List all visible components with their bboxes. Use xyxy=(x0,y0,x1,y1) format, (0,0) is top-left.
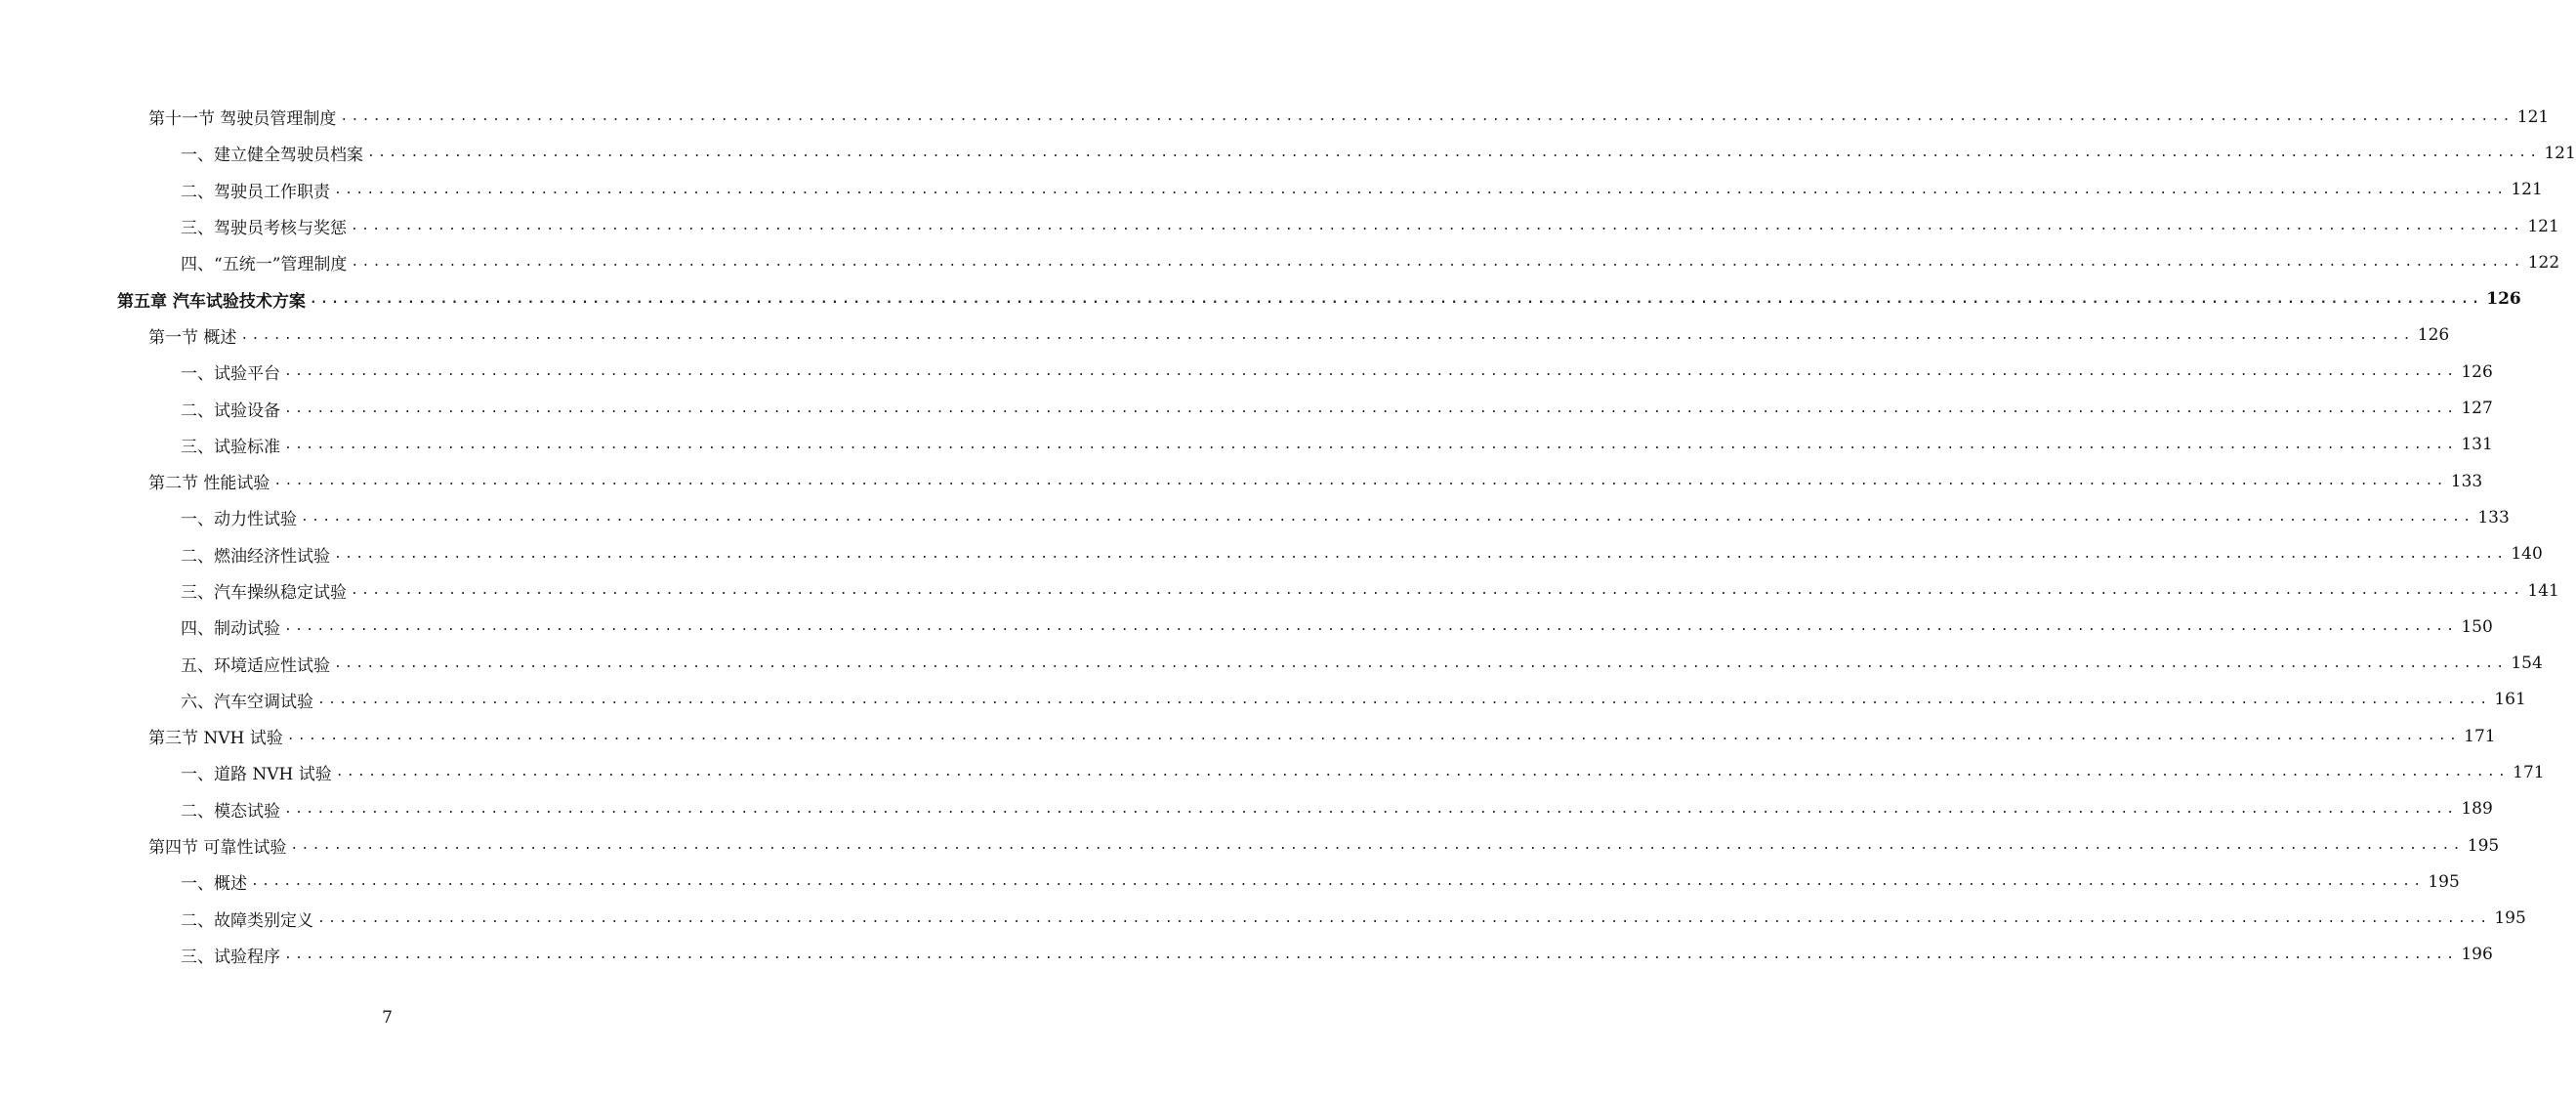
dot-leader: ........................................................................................................................................................................................................ xyxy=(284,619,2458,635)
toc-entry-page: 126 xyxy=(2461,361,2493,382)
dot-leader: ........................................................................................................................................................................................................ xyxy=(286,729,2461,744)
dot-leader: ........................................................................................................................................................................................................ xyxy=(284,801,2458,817)
toc-entry-page: 195 xyxy=(2494,908,2526,929)
toc-entry-title: 二、试验设备 xyxy=(181,400,280,421)
toc-entry-title: 三、汽车操纵稳定试验 xyxy=(181,583,347,603)
toc-entry-content xyxy=(181,578,2559,603)
toc-entry-page: 122 xyxy=(2527,252,2560,273)
toc-entry-content xyxy=(181,652,2543,676)
dot-leader: ........................................................................................................................................................................................................ xyxy=(335,765,2510,780)
toc-entry-content xyxy=(181,760,2545,785)
toc-entry-page: 141 xyxy=(2527,580,2559,601)
dot-leader: ........................................................................................................................................................................................................ xyxy=(334,182,2508,197)
toc-entry-content xyxy=(181,433,2493,457)
toc-entry[interactable] xyxy=(0,864,2460,900)
dot-leader: ........................................................................................................................................................................................................ xyxy=(351,255,2524,271)
toc-entry-title: 一、建立健全驾驶员档案 xyxy=(181,146,363,166)
dot-leader: ........................................................................................................................................................................................................ xyxy=(309,291,2483,307)
toc-entry[interactable] xyxy=(0,536,2543,572)
toc-entry[interactable] xyxy=(0,172,2543,208)
toc-entry-content xyxy=(181,614,2493,640)
dot-leader: ........................................................................................................................................................................................................ xyxy=(240,327,2414,343)
dot-leader: ........................................................................................................................................................................................................ xyxy=(301,510,2474,526)
page-number: 7 xyxy=(382,1008,393,1028)
toc-entry-content xyxy=(181,141,2576,166)
toc-entry[interactable] xyxy=(0,208,2559,244)
dot-leader: ........................................................................................................................................................................................................ xyxy=(284,947,2458,962)
toc-entry[interactable] xyxy=(0,427,2493,463)
toc-entry-content xyxy=(181,688,2526,712)
toc-entry-content xyxy=(148,469,2483,494)
toc-entry-page: 126 xyxy=(2417,325,2450,346)
toc-entry-page: 171 xyxy=(2513,762,2545,782)
toc-entry-content xyxy=(148,323,2450,348)
toc-entry-page: 150 xyxy=(2461,616,2493,637)
toc-entry-content xyxy=(181,505,2510,530)
dot-leader: ........................................................................................................................................................................................................ xyxy=(273,474,2447,489)
toc-entry[interactable] xyxy=(0,280,2521,316)
dot-leader: ........................................................................................................................................................................................................ xyxy=(351,583,2524,598)
toc-entry[interactable] xyxy=(0,937,2493,973)
toc-entry-page: 140 xyxy=(2511,544,2543,565)
toc-entry-content xyxy=(181,797,2493,822)
toc-entry-content xyxy=(181,869,2460,895)
toc-entry-page: 126 xyxy=(2486,289,2521,310)
toc-entry-page: 171 xyxy=(2464,726,2496,746)
dot-leader: ........................................................................................................................................................................................................ xyxy=(251,874,2425,890)
toc-entry-title: 第二节 性能试验 xyxy=(148,474,270,494)
dot-leader: ........................................................................................................................................................................................................ xyxy=(317,910,2491,926)
toc-entry-title: 二、故障类别定义 xyxy=(181,910,313,931)
dot-leader: ........................................................................................................................................................................................................ xyxy=(317,692,2491,707)
toc-entry-page: 131 xyxy=(2461,435,2493,455)
toc-entry-title: 三、驾驶员考核与奖惩 xyxy=(181,219,347,239)
toc-entry-title: 一、动力性试验 xyxy=(181,510,297,530)
toc-entry-title: 三、试验标准 xyxy=(181,437,280,457)
toc-entry[interactable] xyxy=(0,135,2576,171)
toc-entry-page: 133 xyxy=(2450,471,2483,491)
toc-entry-page: 195 xyxy=(2467,835,2500,856)
dot-leader: ........................................................................................................................................................................................................ xyxy=(334,546,2508,562)
toc-entry[interactable] xyxy=(0,463,2483,499)
dot-leader: ........................................................................................................................................................................................................ xyxy=(284,437,2458,452)
toc-entry-title: 一、试验平台 xyxy=(181,364,280,385)
toc-entry-page: 121 xyxy=(2527,216,2559,236)
toc-entry[interactable] xyxy=(0,572,2559,609)
toc-entry-title: 第一节 概述 xyxy=(148,327,237,348)
toc-entry-title: 四、“五统一”管理制度 xyxy=(181,255,348,275)
toc-entry-content xyxy=(148,105,2550,130)
toc-entry-title: 二、模态试验 xyxy=(181,801,280,822)
toc-entry-title: 四、制动试验 xyxy=(181,619,280,640)
toc-entry[interactable] xyxy=(0,609,2493,645)
dot-leader: ........................................................................................................................................................................................................ xyxy=(284,364,2458,380)
toc-entry[interactable] xyxy=(0,791,2493,827)
toc-entry-title: 第五章 汽车试验技术方案 xyxy=(117,291,306,312)
toc-entry-title: 五、环境适应性试验 xyxy=(181,655,330,676)
toc-entry-page: 154 xyxy=(2511,653,2543,674)
dot-leader: ........................................................................................................................................................................................................ xyxy=(367,146,2541,161)
dot-leader: ........................................................................................................................................................................................................ xyxy=(351,219,2524,234)
toc-entry[interactable] xyxy=(0,390,2493,426)
toc-entry[interactable] xyxy=(0,645,2543,681)
toc-entry-content xyxy=(181,359,2493,385)
toc-entry-content xyxy=(181,943,2493,967)
toc-entry[interactable] xyxy=(0,901,2526,937)
dot-leader: ........................................................................................................................................................................................................ xyxy=(340,109,2514,125)
toc-entry-title: 第四节 可靠性试验 xyxy=(148,838,287,859)
toc-entry-title: 二、驾驶员工作职责 xyxy=(181,182,330,202)
dot-leader: ........................................................................................................................................................................................................ xyxy=(290,838,2464,854)
toc-entry-title: 三、试验程序 xyxy=(181,947,280,967)
toc-entry-page: 196 xyxy=(2461,945,2493,965)
toc-entry[interactable] xyxy=(0,682,2526,718)
toc-entry-content xyxy=(148,833,2500,859)
toc-entry[interactable] xyxy=(0,317,2450,354)
table-of-contents xyxy=(0,99,2576,973)
toc-entry[interactable] xyxy=(0,99,2550,135)
dot-leader: ........................................................................................................................................................................................................ xyxy=(284,400,2458,416)
toc-entry-page: 121 xyxy=(2544,143,2576,163)
toc-entry-title: 一、道路 NVH 试验 xyxy=(181,765,332,785)
toc-entry[interactable] xyxy=(0,244,2560,280)
toc-entry-content xyxy=(181,397,2493,421)
toc-entry-title: 一、概述 xyxy=(181,874,247,895)
toc-entry-content xyxy=(181,250,2560,275)
toc-entry-content xyxy=(181,542,2543,567)
toc-entry-title: 第十一节 驾驶员管理制度 xyxy=(148,109,337,130)
toc-entry-content xyxy=(117,287,2521,312)
toc-entry-content xyxy=(181,906,2526,931)
toc-entry[interactable] xyxy=(0,499,2510,535)
toc-entry-title: 六、汽车空调试验 xyxy=(181,692,313,712)
toc-entry-page: 121 xyxy=(2511,180,2543,200)
toc-entry-page: 133 xyxy=(2477,507,2510,527)
toc-entry-content xyxy=(148,724,2496,749)
toc-entry[interactable] xyxy=(0,718,2496,754)
toc-entry-page: 195 xyxy=(2428,871,2460,892)
toc-entry-page: 127 xyxy=(2461,399,2493,419)
toc-entry-content xyxy=(181,178,2543,202)
toc-entry-page: 161 xyxy=(2494,690,2526,710)
toc-entry-page: 121 xyxy=(2516,106,2550,127)
toc-entry-title: 第三节 NVH 试验 xyxy=(148,729,283,749)
toc-entry-content xyxy=(181,214,2559,239)
toc-entry[interactable] xyxy=(0,354,2493,390)
toc-entry-title: 二、燃油经济性试验 xyxy=(181,546,330,567)
dot-leader: ........................................................................................................................................................................................................ xyxy=(334,655,2508,671)
toc-entry-page: 189 xyxy=(2461,799,2493,820)
toc-entry[interactable] xyxy=(0,754,2545,790)
toc-entry[interactable] xyxy=(0,827,2500,864)
